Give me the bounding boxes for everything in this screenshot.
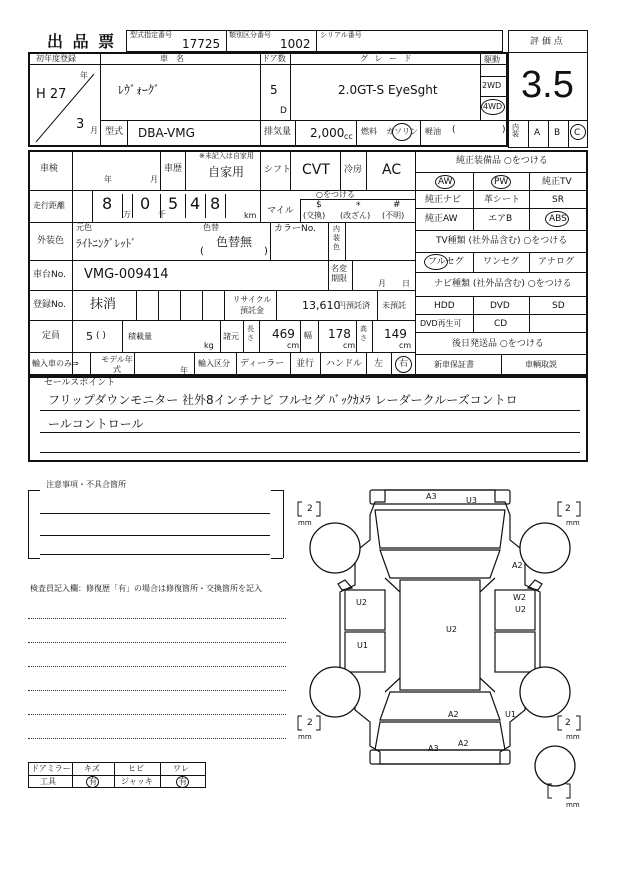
legend-tools: 工具 <box>40 777 56 786</box>
drive-4wd-circle-icon <box>481 99 505 115</box>
doors: 5 <box>270 83 278 97</box>
later-title: 後日発送品 ○をつける <box>452 339 544 349</box>
sales-points-label: セールスポイント <box>44 378 116 388</box>
ac: AC <box>382 162 402 178</box>
hash-mark: # <box>393 200 401 210</box>
capacity-unit: ( ) <box>96 331 106 341</box>
handle-label: ハンドル <box>326 359 363 369</box>
door-type: D <box>280 106 287 116</box>
tread-fr: 2 <box>565 504 571 514</box>
dealer-option[interactable]: ディーラー <box>240 359 285 369</box>
navi-dvd[interactable]: DVD <box>490 301 510 311</box>
import-label: 輸入車のみ⇒ <box>32 359 79 368</box>
equip-navi[interactable]: 純正ナビ <box>425 195 462 205</box>
inspection-label: 車検 <box>40 164 59 174</box>
year-unit: 年 <box>80 71 88 80</box>
light-oil-label: 軽油 <box>425 127 441 136</box>
tv-fullseg-circle-icon <box>424 254 448 270</box>
inspector-label: 検査員記入欄：修復歴「有」の場合は修復箇所・交換箇所を記入 <box>30 584 262 593</box>
navi-hdd[interactable]: HDD <box>434 301 455 311</box>
tread-fr-unit: mm <box>566 519 580 527</box>
tread-rl: 2 <box>307 718 313 728</box>
navi-title: ナビ種類 (社外品含む) ○をつける <box>434 279 572 289</box>
reg-value: 抹消 <box>90 297 117 312</box>
mark-rear-quarter-right: U1 <box>505 710 516 719</box>
grade-label: グ レ ー ド <box>360 54 414 63</box>
drive-4wd[interactable]: 4WD <box>483 102 503 111</box>
interior-color-label: 内装色 <box>333 225 340 251</box>
original-color-label: 元色 <box>76 223 92 232</box>
cc-unit: cc <box>344 132 353 141</box>
mark-fender-right: A2 <box>512 561 523 570</box>
legend-crack: ヒビ <box>128 764 144 773</box>
star-mark: * <box>356 201 361 211</box>
model-no: 17725 <box>182 37 221 51</box>
shift-label: シフト <box>264 165 292 175</box>
tread-fl-unit: mm <box>298 519 312 527</box>
tread-rr: 2 <box>565 718 571 728</box>
mileage-digit-1: 8 <box>102 194 113 213</box>
doors-label: ドア数 <box>262 54 286 63</box>
score-value: 3.5 <box>521 64 574 106</box>
equip-genuine-aw[interactable]: 純正AW <box>425 214 458 224</box>
mileage-label: 走行距離 <box>33 201 65 210</box>
form-title: 出 品 票 <box>47 32 117 51</box>
history-label: 車歴 <box>164 164 183 174</box>
navi-sd[interactable]: SD <box>552 301 565 311</box>
kg-unit: kg <box>204 341 214 350</box>
shift: CVT <box>302 162 330 178</box>
name-change-month: 月 <box>378 279 386 288</box>
name-change-label: 名変期限 <box>331 264 347 283</box>
serial-label: シリアル番号 <box>320 31 362 39</box>
car-name: ﾚｳﾞｫｰｸﾞ <box>118 83 161 97</box>
height-cm: cm <box>399 341 412 350</box>
date-slash <box>28 64 100 147</box>
repaint: 色替無 <box>216 235 253 249</box>
width-label: 幅 <box>304 331 312 340</box>
interior-label: 内装 <box>512 123 519 138</box>
legend-scratch: キズ <box>84 764 100 773</box>
legend-tools-yes: 有 <box>89 777 97 786</box>
exchange-label[interactable]: (交換) <box>303 211 326 220</box>
first-reg-label: 初年度登録 <box>36 54 76 63</box>
tv-title: TV種類 (社外品含む) ○をつける <box>436 236 568 246</box>
mark-trunk: A2 <box>448 710 459 719</box>
history: 自家用 <box>208 165 245 179</box>
history-note: ※未記入は自家用 <box>199 152 254 160</box>
model-no-label: 型式指定番号 <box>130 31 172 39</box>
original-color: ﾗｲﾄﾆﾝｸﾞﾚｯﾄﾞ <box>76 237 137 250</box>
mark-front-door-left: U2 <box>356 598 367 607</box>
type: DBA-VMG <box>138 126 195 140</box>
first-reg-era: H 27 <box>36 87 67 102</box>
mark-front-bumper: A3 <box>426 492 437 501</box>
equip-pw[interactable]: PW <box>494 177 509 187</box>
mark-hood: U3 <box>466 496 477 505</box>
equip-airbag[interactable]: エアB <box>488 214 513 224</box>
width-cm: cm <box>343 341 356 350</box>
interior-c[interactable]: C <box>574 128 581 138</box>
car-name-label: 車 名 <box>160 54 184 63</box>
length: 469 <box>272 327 295 341</box>
mileage-digit-5: 8 <box>210 194 221 213</box>
equip-sr[interactable]: SR <box>552 195 564 205</box>
equipment-title: 純正装備品 ○をつける <box>456 156 548 166</box>
class-no-label: 類別区分番号 <box>229 31 271 39</box>
name-change-day: 日 <box>402 279 410 288</box>
navi-cd[interactable]: CD <box>494 319 508 329</box>
chassis-label: 車台No. <box>33 270 66 280</box>
capacity: 5 <box>86 330 93 343</box>
equip-leather[interactable]: 革シート <box>484 195 521 205</box>
dims-label: 諸元 <box>223 332 239 341</box>
equip-aw[interactable]: AW <box>438 177 453 187</box>
tv-fullseg[interactable]: フルセグ <box>428 257 464 267</box>
color-no-label: カラーNo. <box>274 224 316 234</box>
legend-jack: ジャッキ <box>121 777 153 786</box>
handle-right[interactable]: 右 <box>399 359 409 369</box>
length-label: 長さ <box>247 325 254 342</box>
sales-points-line-2: ールコントロール <box>48 417 144 431</box>
equip-tv[interactable]: 純正TV <box>542 177 572 187</box>
dollar-mark: $ <box>316 200 322 210</box>
color-change-label: 色替 <box>203 223 219 232</box>
load-label: 積載量 <box>128 332 152 341</box>
handle-left[interactable]: 左 <box>374 359 384 369</box>
legend-mirror: ドアミラー <box>31 764 71 773</box>
capacity-label: 定員 <box>42 331 61 341</box>
km-unit: km <box>244 211 257 220</box>
tread-rr-unit: mm <box>566 733 580 741</box>
length-cm: cm <box>287 341 300 350</box>
inspection-month-unit: 月 <box>150 175 158 184</box>
mark-front-door-right-a: W2 <box>513 593 526 602</box>
first-reg-month: 3 <box>76 117 85 132</box>
mark-note: ○をつける <box>316 190 355 199</box>
modified-label[interactable]: (改ざん) <box>340 211 371 220</box>
repaint-bracket: ( <box>200 246 204 257</box>
mileage-digit-4: 4 <box>190 194 201 213</box>
reg-label: 登録No. <box>33 300 66 310</box>
light-oil-bracket-close: ) <box>502 125 506 135</box>
interior-b[interactable]: B <box>554 128 561 138</box>
recycle-unit: 円預託済 <box>338 301 370 310</box>
not-deposited[interactable]: 未預託 <box>382 301 406 310</box>
fuel-circle-icon <box>392 123 412 141</box>
model-year-unit: 年 <box>180 366 188 375</box>
equip-abs-circle-icon <box>545 211 569 227</box>
height: 149 <box>384 327 407 341</box>
mileage-digit-3: 5 <box>168 194 179 213</box>
equip-abs[interactable]: ABS <box>549 214 567 224</box>
mile-label[interactable]: マイル <box>267 206 294 216</box>
tread-spare-unit: mm <box>566 801 580 809</box>
sales-points-line-1: フリップダウンモニター 社外8インチナビ フルセグ ﾊﾞｯｸｶﾒﾗ レーダークルーズコントロ <box>48 393 518 407</box>
displacement-label: 排気量 <box>264 127 292 137</box>
tv-analog[interactable]: アナログ <box>538 257 575 267</box>
car-diagram <box>290 480 590 810</box>
tread-fl: 2 <box>307 504 313 514</box>
tv-oneseg[interactable]: ワンセグ <box>483 257 520 267</box>
interior-a[interactable]: A <box>534 128 541 138</box>
mark-front-door-right-b: U2 <box>515 605 526 614</box>
later-warranty[interactable]: 新車保証書 <box>434 360 474 369</box>
navi-dvd-play[interactable]: DVD再生可 <box>420 319 462 328</box>
mileage-digit-2: 0 <box>140 194 151 213</box>
month-unit: 月 <box>90 126 98 135</box>
mark-rear-bumper-2: A2 <box>458 739 469 748</box>
legend-jack-yes: 有 <box>179 777 187 786</box>
fuel-gasoline[interactable]: ガソリン <box>386 127 418 136</box>
equip-pw-circle-icon <box>491 175 511 189</box>
displacement: 2,000 <box>310 126 345 140</box>
later-manual[interactable]: 車輌取説 <box>525 360 557 369</box>
model-year-label: モデル年式 <box>101 355 133 374</box>
inspection-year-unit: 年 <box>104 175 112 184</box>
sen-unit: 千 <box>158 210 166 219</box>
height-label: 高さ <box>360 325 367 342</box>
tools-circle-icon <box>86 776 99 788</box>
legend-break: ワレ <box>173 764 189 773</box>
mark-rear-door-left: U1 <box>357 641 368 650</box>
interior-c-circle-icon <box>570 124 586 140</box>
drive-2wd[interactable]: 2WD <box>482 81 502 90</box>
repaint-bracket-close: ) <box>264 246 268 257</box>
mark-rear-bumper: A3 <box>428 744 439 753</box>
type-label: 型式 <box>105 127 124 137</box>
width: 178 <box>328 327 351 341</box>
equip-aw-circle-icon <box>435 175 455 189</box>
man-unit: 万 <box>123 210 131 219</box>
chassis-no: VMG-009414 <box>84 267 169 282</box>
recycle-label: リサイクル預託金 <box>232 295 272 315</box>
unknown-label[interactable]: (不明) <box>382 211 405 220</box>
score-label: 評 価 点 <box>530 37 563 47</box>
caution-label: 注意事項・不具合箇所 <box>46 480 126 489</box>
ac-label: 冷房 <box>344 165 363 175</box>
exterior-label: 外装色 <box>37 236 65 246</box>
grade: 2.0GT-S EyeSght <box>338 83 438 97</box>
jack-circle-icon <box>176 776 189 788</box>
handle-right-circle-icon <box>395 356 412 373</box>
fuel-label: 燃料 <box>361 127 377 136</box>
recycle-amount: 13,610 <box>302 299 341 312</box>
parallel-option[interactable]: 並行 <box>296 359 315 369</box>
mark-roof: U2 <box>446 625 457 634</box>
light-oil-bracket: ( <box>452 125 456 135</box>
drive-label: 駆動 <box>484 55 500 64</box>
class-no: 1002 <box>280 37 311 51</box>
tread-rl-unit: mm <box>298 733 312 741</box>
import-type-label: 輸入区分 <box>198 359 230 368</box>
